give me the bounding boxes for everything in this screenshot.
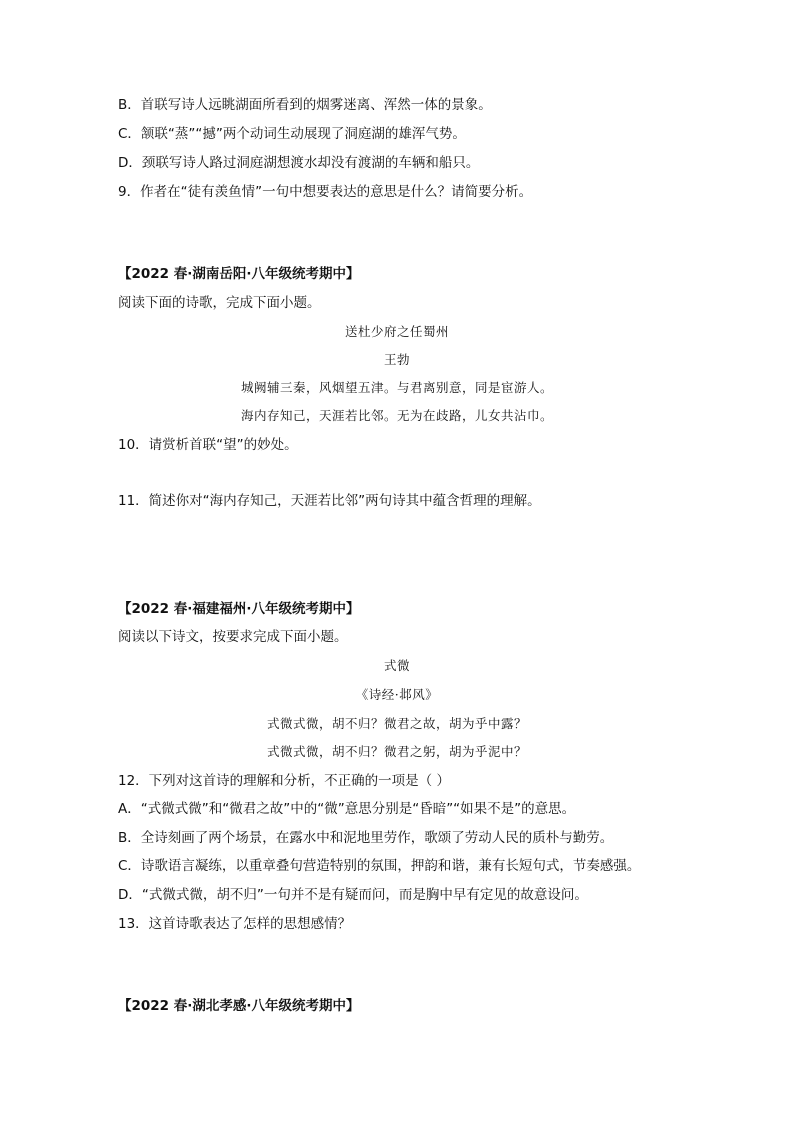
poem-line: 海内存知己，天涯若比邻。无为在歧路，儿女共沾巾。: [240, 408, 553, 423]
section-header-yueyang: 【2022 春·湖南岳阳·八年级统考期中】: [118, 266, 360, 282]
poem-source: 《诗经·邶风》: [355, 687, 439, 702]
question-9: 9．作者在“徒有羡鱼情”一句中想要表达的意思是什么？请简要分析。: [118, 184, 533, 200]
option-c: C．诗歌语言凝练，以重章叠句营造特别的氛围，押韵和谐，兼有长短句式，节奏感强。: [118, 858, 641, 874]
question-13: 13．这首诗歌表达了怎样的思想感情？: [118, 916, 352, 932]
option-b: B．全诗刻画了两个场景，在露水中和泥地里劳作，歌颂了劳动人民的质朴与勤劳。: [118, 830, 614, 846]
poem-author: 王勃: [383, 352, 410, 367]
poem-line: 式微式微，胡不归？微君之故，胡为乎中露？: [266, 716, 527, 731]
poem-title: 式微: [383, 658, 410, 673]
poem-line: 式微式微，胡不归？微君之躬，胡为乎泥中？: [266, 744, 527, 759]
poem-line: 城阙辅三秦，风烟望五津。与君离别意，同是宦游人。: [240, 380, 553, 395]
option-d: D．“式微式微，胡不归”一句并不是有疑而问，而是胸中早有定见的故意设问。: [118, 887, 588, 903]
section-header-xiaogan: 【2022 春·湖北孝感·八年级统考期中】: [118, 998, 360, 1014]
option-a: A．“式微式微”和“微君之故”中的“微”意思分别是“昏暗”“如果不是”的意思。: [118, 801, 576, 817]
option-d: D．颈联写诗人路过洞庭湖想渡水却没有渡湖的车辆和船只。: [118, 155, 480, 171]
poem-title: 送杜少府之任蜀州: [344, 324, 449, 339]
reading-instruction: 阅读下面的诗歌，完成下面小题。: [118, 295, 321, 311]
section-header-fuzhou: 【2022 春·福建福州·八年级统考期中】: [118, 601, 360, 617]
reading-instruction: 阅读以下诗文，按要求完成下面小题。: [118, 629, 348, 645]
question-10: 10．请赏析首联“望”的妙处。: [118, 437, 298, 453]
option-c: C．颔联“蒸”“撼”两个动词生动展现了洞庭湖的雄浑气势。: [118, 126, 466, 142]
question-12: 12．下列对这首诗的理解和分析，不正确的一项是（ ）: [118, 773, 450, 789]
question-11: 11．简述你对“海内存知己，天涯若比邻”两句诗其中蕴含哲理的理解。: [118, 493, 541, 509]
option-b: B．首联写诗人远眺湖面所看到的烟雾迷离、浑然一体的景象。: [118, 97, 492, 113]
